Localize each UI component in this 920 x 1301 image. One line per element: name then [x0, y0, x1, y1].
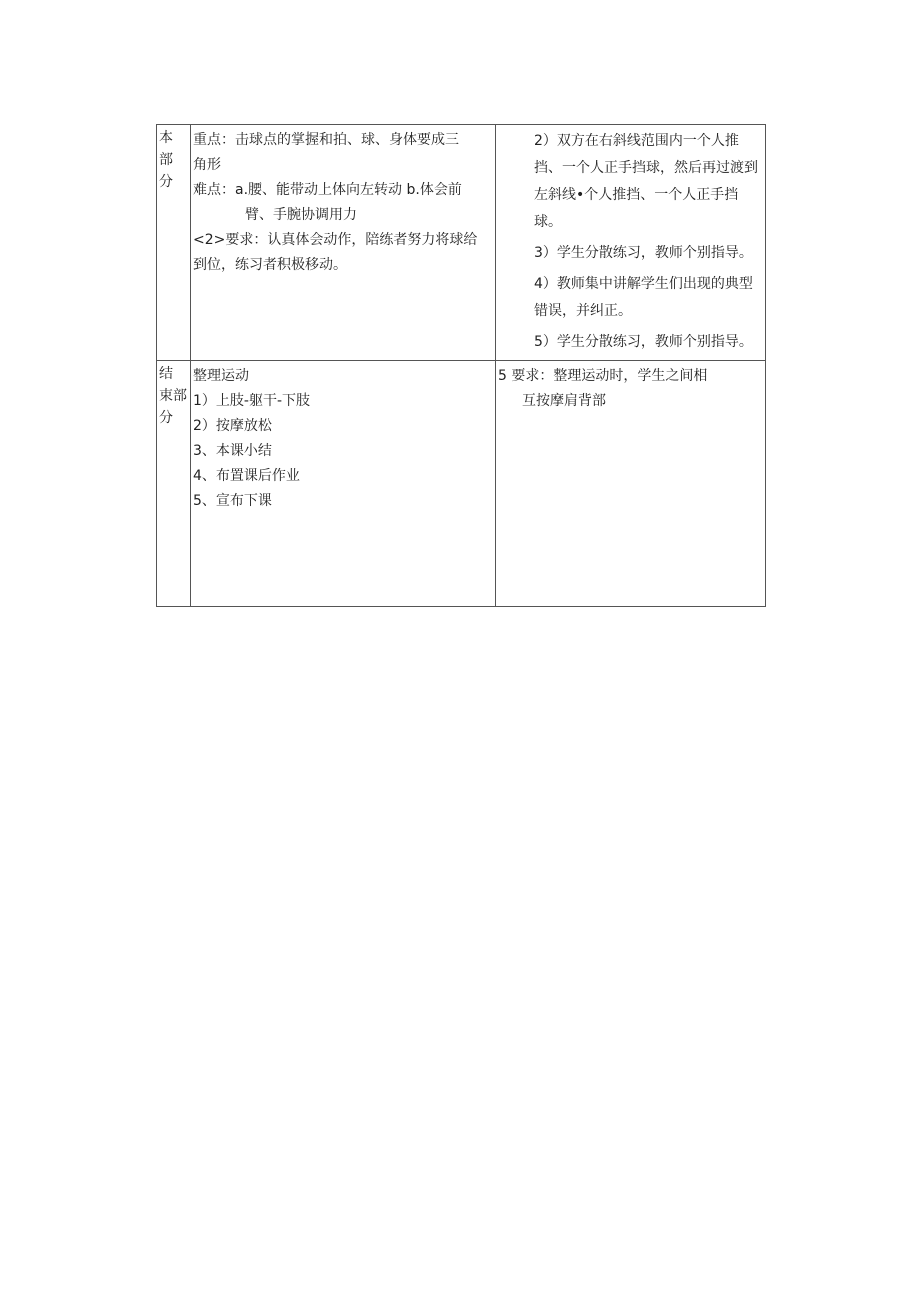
lesson-plan-table [156, 124, 766, 607]
closing-item: 5、宣布下课 [193, 493, 272, 509]
section-label-char: 本 [159, 130, 173, 146]
activity-item: 5）学生分散练习，教师个别指导。 [534, 334, 753, 350]
closing-item: 1）上肢-躯干-下肢 [193, 393, 311, 409]
difficulty-text: 难点：a.腰、能带动上体向左转动 b.体会前 [193, 182, 462, 198]
section-label-main [157, 125, 190, 193]
section-label-cell [157, 361, 191, 607]
content-cell [191, 125, 496, 361]
requirement-text: <2>要求：认真体会动作，陪练者努力将球给 [193, 232, 478, 248]
activity-item: 2）双方在右斜线范围内一个人推挡、一个人正手挡球，然后再过渡到左斜线•个人推挡、一个人正手挡球。 [534, 133, 758, 230]
focus-text-cont: 角形 [193, 157, 221, 173]
section-label-char: 结 [159, 366, 173, 382]
section-label-char: 部 [159, 152, 173, 168]
content-cell [191, 361, 496, 607]
focus-text: 重点：击球点的掌握和拍、球、身体要成三 [193, 132, 459, 148]
closing-item: 4、布置课后作业 [193, 468, 300, 484]
closing-requirement: 5 要求：整理运动时，学生之间相 [498, 368, 708, 384]
activity-item: 3）学生分散练习，教师个别指导。 [534, 245, 753, 261]
table-row-closing-part [157, 361, 766, 607]
activity-cell [496, 125, 766, 361]
difficulty-text-cont: 臂、手腕协调用力 [245, 207, 357, 223]
activity-item: 4）教师集中讲解学生们出现的典型错误，并纠正。 [534, 276, 753, 319]
requirement-cell [496, 361, 766, 607]
section-label-cell [157, 125, 191, 361]
closing-title: 整理运动 [193, 368, 249, 384]
closing-item: 3、本课小结 [193, 443, 272, 459]
section-label-char: 分 [159, 174, 173, 190]
section-label-char: 分 [159, 410, 173, 426]
closing-requirement-cont: 互按摩肩背部 [522, 393, 606, 409]
section-label-char: 束部 [159, 388, 187, 404]
table-row-main-part [157, 125, 766, 361]
closing-item: 2）按摩放松 [193, 418, 272, 434]
section-label-closing [157, 361, 190, 429]
requirement-text-cont: 到位，练习者积极移动。 [193, 257, 347, 273]
